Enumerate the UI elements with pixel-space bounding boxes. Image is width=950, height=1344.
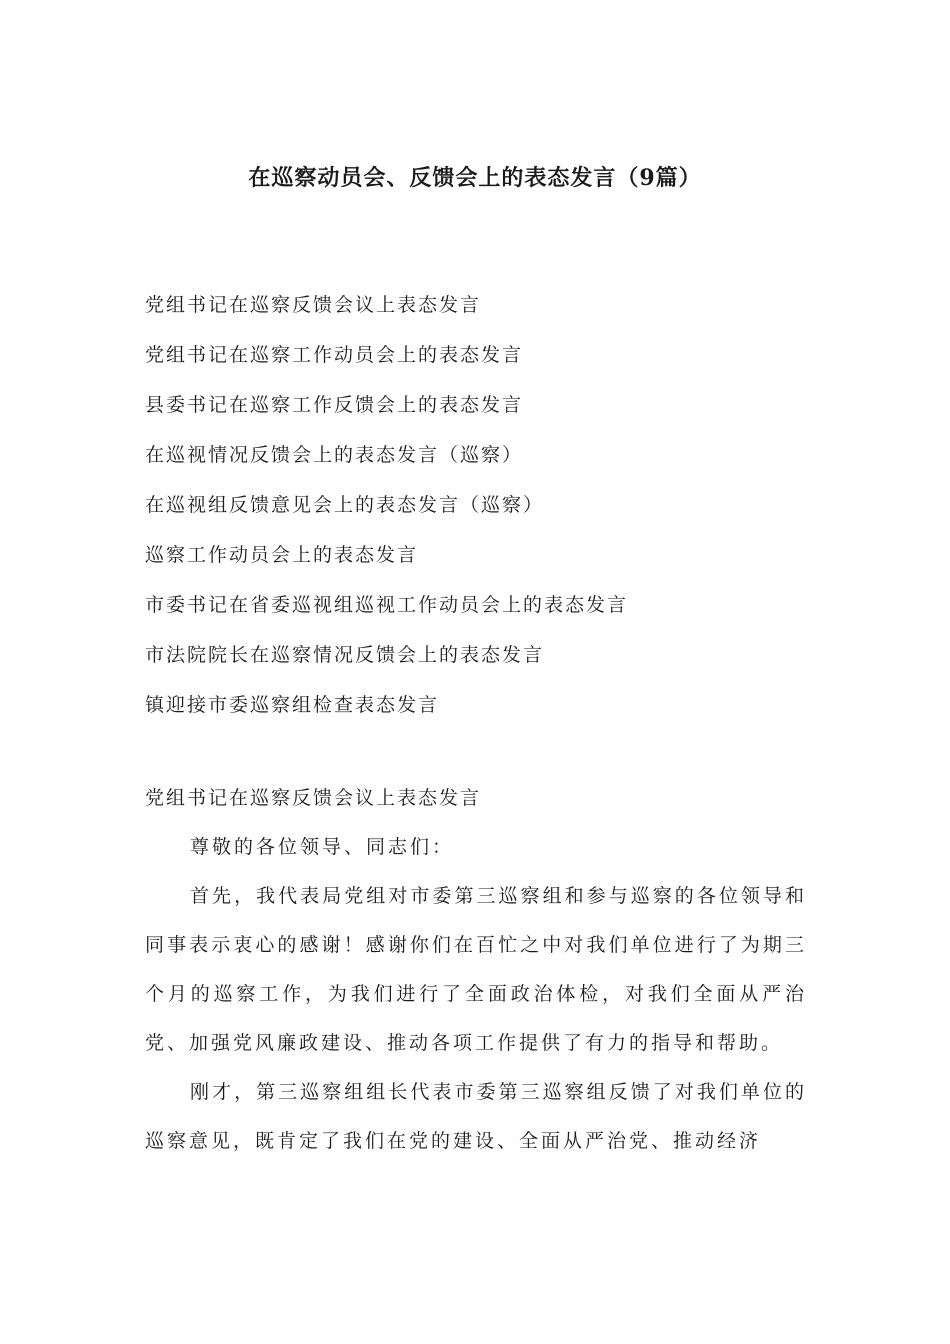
section-heading: 党组书记在巡察反馈会议上表态发言 xyxy=(145,787,482,809)
toc-item: 镇迎接市委巡察组检查表态发言 xyxy=(145,694,440,716)
toc-item: 县委书记在巡察工作反馈会上的表态发言 xyxy=(145,394,524,416)
body-paragraph: 首先，我代表局党组对市委第三巡察组和参与巡察的各位领导和同事表示衷心的感谢！感谢你们在百忙之中对我们单位进行了为期三个月的巡察工作，为我们进行了全面政治体检，对我们全面从严治党、加强党风廉政建设、推动各项工作提供了有力的指导和帮助。 xyxy=(145,885,807,1054)
salutation-paragraph: 尊敬的各位领导、同志们： xyxy=(190,836,455,858)
toc-item: 巡察工作动员会上的表态发言 xyxy=(145,544,419,566)
toc-item: 市委书记在省委巡视组巡视工作动员会上的表态发言 xyxy=(145,594,629,616)
body-text xyxy=(145,823,807,1166)
toc-item: 在巡视情况反馈会上的表态发言（巡察） xyxy=(145,444,524,466)
toc-item: 在巡视组反馈意见会上的表态发言（巡察） xyxy=(145,494,545,516)
body-paragraph: 刚才，第三巡察组组长代表市委第三巡察组反馈了对我们单位的巡察意见，既肯定了我们在党的建设、全面从严治党、推动经济 xyxy=(145,1081,807,1152)
document-title: 在巡察动员会、反馈会上的表态发言（9篇） xyxy=(248,165,702,191)
toc-item: 党组书记在巡察反馈会议上表态发言 xyxy=(145,294,482,316)
toc-item: 市法院院长在巡察情况反馈会上的表态发言 xyxy=(145,644,545,666)
toc-item: 党组书记在巡察工作动员会上的表态发言 xyxy=(145,344,524,366)
table-of-contents xyxy=(145,280,825,730)
